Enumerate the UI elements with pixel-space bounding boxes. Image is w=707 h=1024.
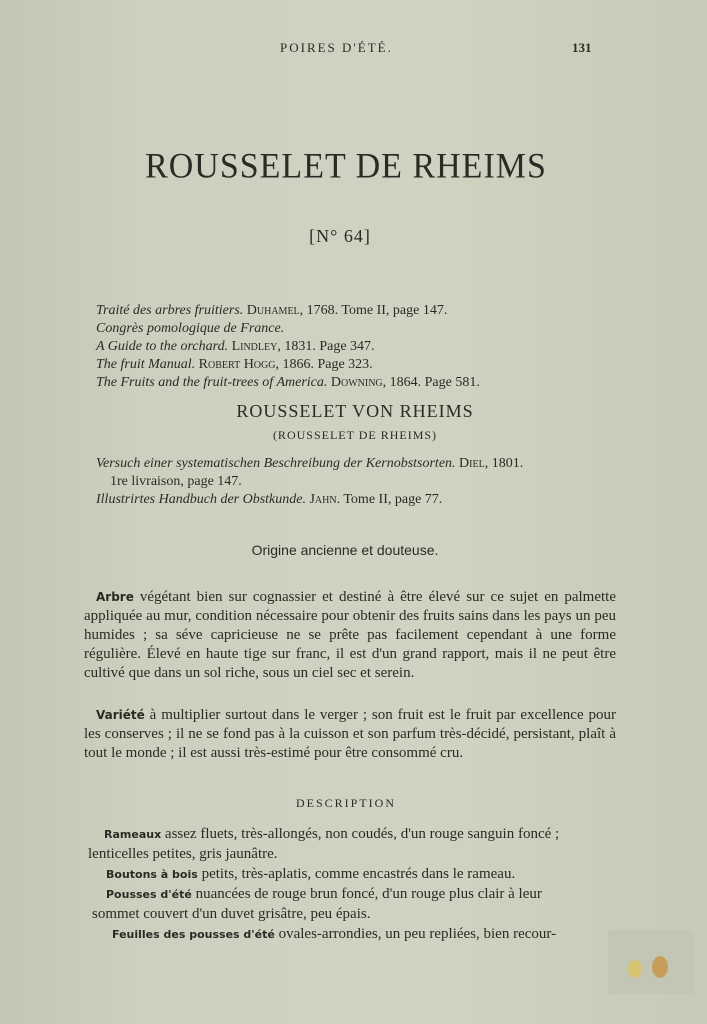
reference-item: Congrès pomologique de France. (96, 321, 285, 336)
running-head: POIRES D'ÉTÉ. (280, 40, 393, 55)
description-heading: DESCRIPTION (295, 796, 396, 810)
description-line: Boutons à bois petits, très-aplatis, comme encastrés dans le rameau. (106, 866, 516, 882)
reference-item: Versuch einer systematischen Beschreibung der Kernobstsorten. Diel, 1801. (96, 456, 524, 471)
reference-item: Traité des arbres fruitiers. Duhamel, 1768. Tome II, page 147. (96, 303, 448, 318)
pear-icon (628, 960, 642, 978)
lead-word: Arbre (96, 590, 134, 604)
pear-icon (652, 956, 668, 978)
synonym-subtitle: (ROUSSELET DE RHEIMS) (272, 428, 438, 442)
paragraph-arbre: Arbre végétant bien sur cognassier et destiné à être élevé sur ce sujet en palmette appliquée au mur, condition nécessaire pour obtenir des fruits sains dans les pays un peu humides ; sa séve capricieuse ne se prête pas facilement cependant à une forme régulière. Élevé en haute tige sur franc, il est d'un grand rapport, mais il ne peut être cultivé que dans un sol riche, sous un ciel sec et serein. (84, 589, 616, 681)
description-line: Feuilles des pousses d'été ovales-arrondies, un peu repliées, bien recour- (112, 926, 557, 942)
lead-word: Variété (96, 708, 145, 722)
reference-item: The Fruits and the fruit-trees of America. Downing, 1864. Page 581. (96, 375, 480, 390)
description-line: Rameaux assez fluets, très-allongés, non coudés, d'un rouge sanguin foncé ; (104, 826, 560, 842)
reference-item: A Guide to the orchard. Lindley, 1831. Page 347. (96, 339, 375, 354)
reference-item: The fruit Manual. Robert Hogg, 1866. Page 323. (96, 357, 373, 372)
reference-item: Illustrirtes Handbuch der Obstkunde. Jahn. Tome II, page 77. (96, 492, 443, 507)
synonym-title: ROUSSELET VON RHEIMS (236, 401, 474, 421)
pear-thumbnail-image (608, 930, 693, 994)
description-line: sommet couvert d'un duvet grisâtre, peu épais. (92, 906, 371, 922)
origin-line: Origine ancienne et douteuse. (251, 542, 439, 558)
reference-item: 1re livraison, page 147. (110, 474, 242, 489)
page-title: ROUSSELET DE RHEIMS (145, 147, 547, 186)
variety-number: [N° 64] (309, 226, 371, 246)
description-line: lenticelles petites, gris jaunâtre. (88, 846, 278, 862)
page-number: 131 (572, 40, 592, 55)
description-line: Pousses d'été nuancées de rouge brun foncé, d'un rouge plus clair à leur (106, 886, 542, 902)
paragraph-variete: Variété à multiplier surtout dans le verger ; son fruit est le fruit par excellence pour les conserves ; il ne se fond pas à la cuisson et son parfum très-décidé, persistant, plaît à tout le monde ; il est aussi très-estimé pour être consommé cru. (84, 707, 616, 761)
